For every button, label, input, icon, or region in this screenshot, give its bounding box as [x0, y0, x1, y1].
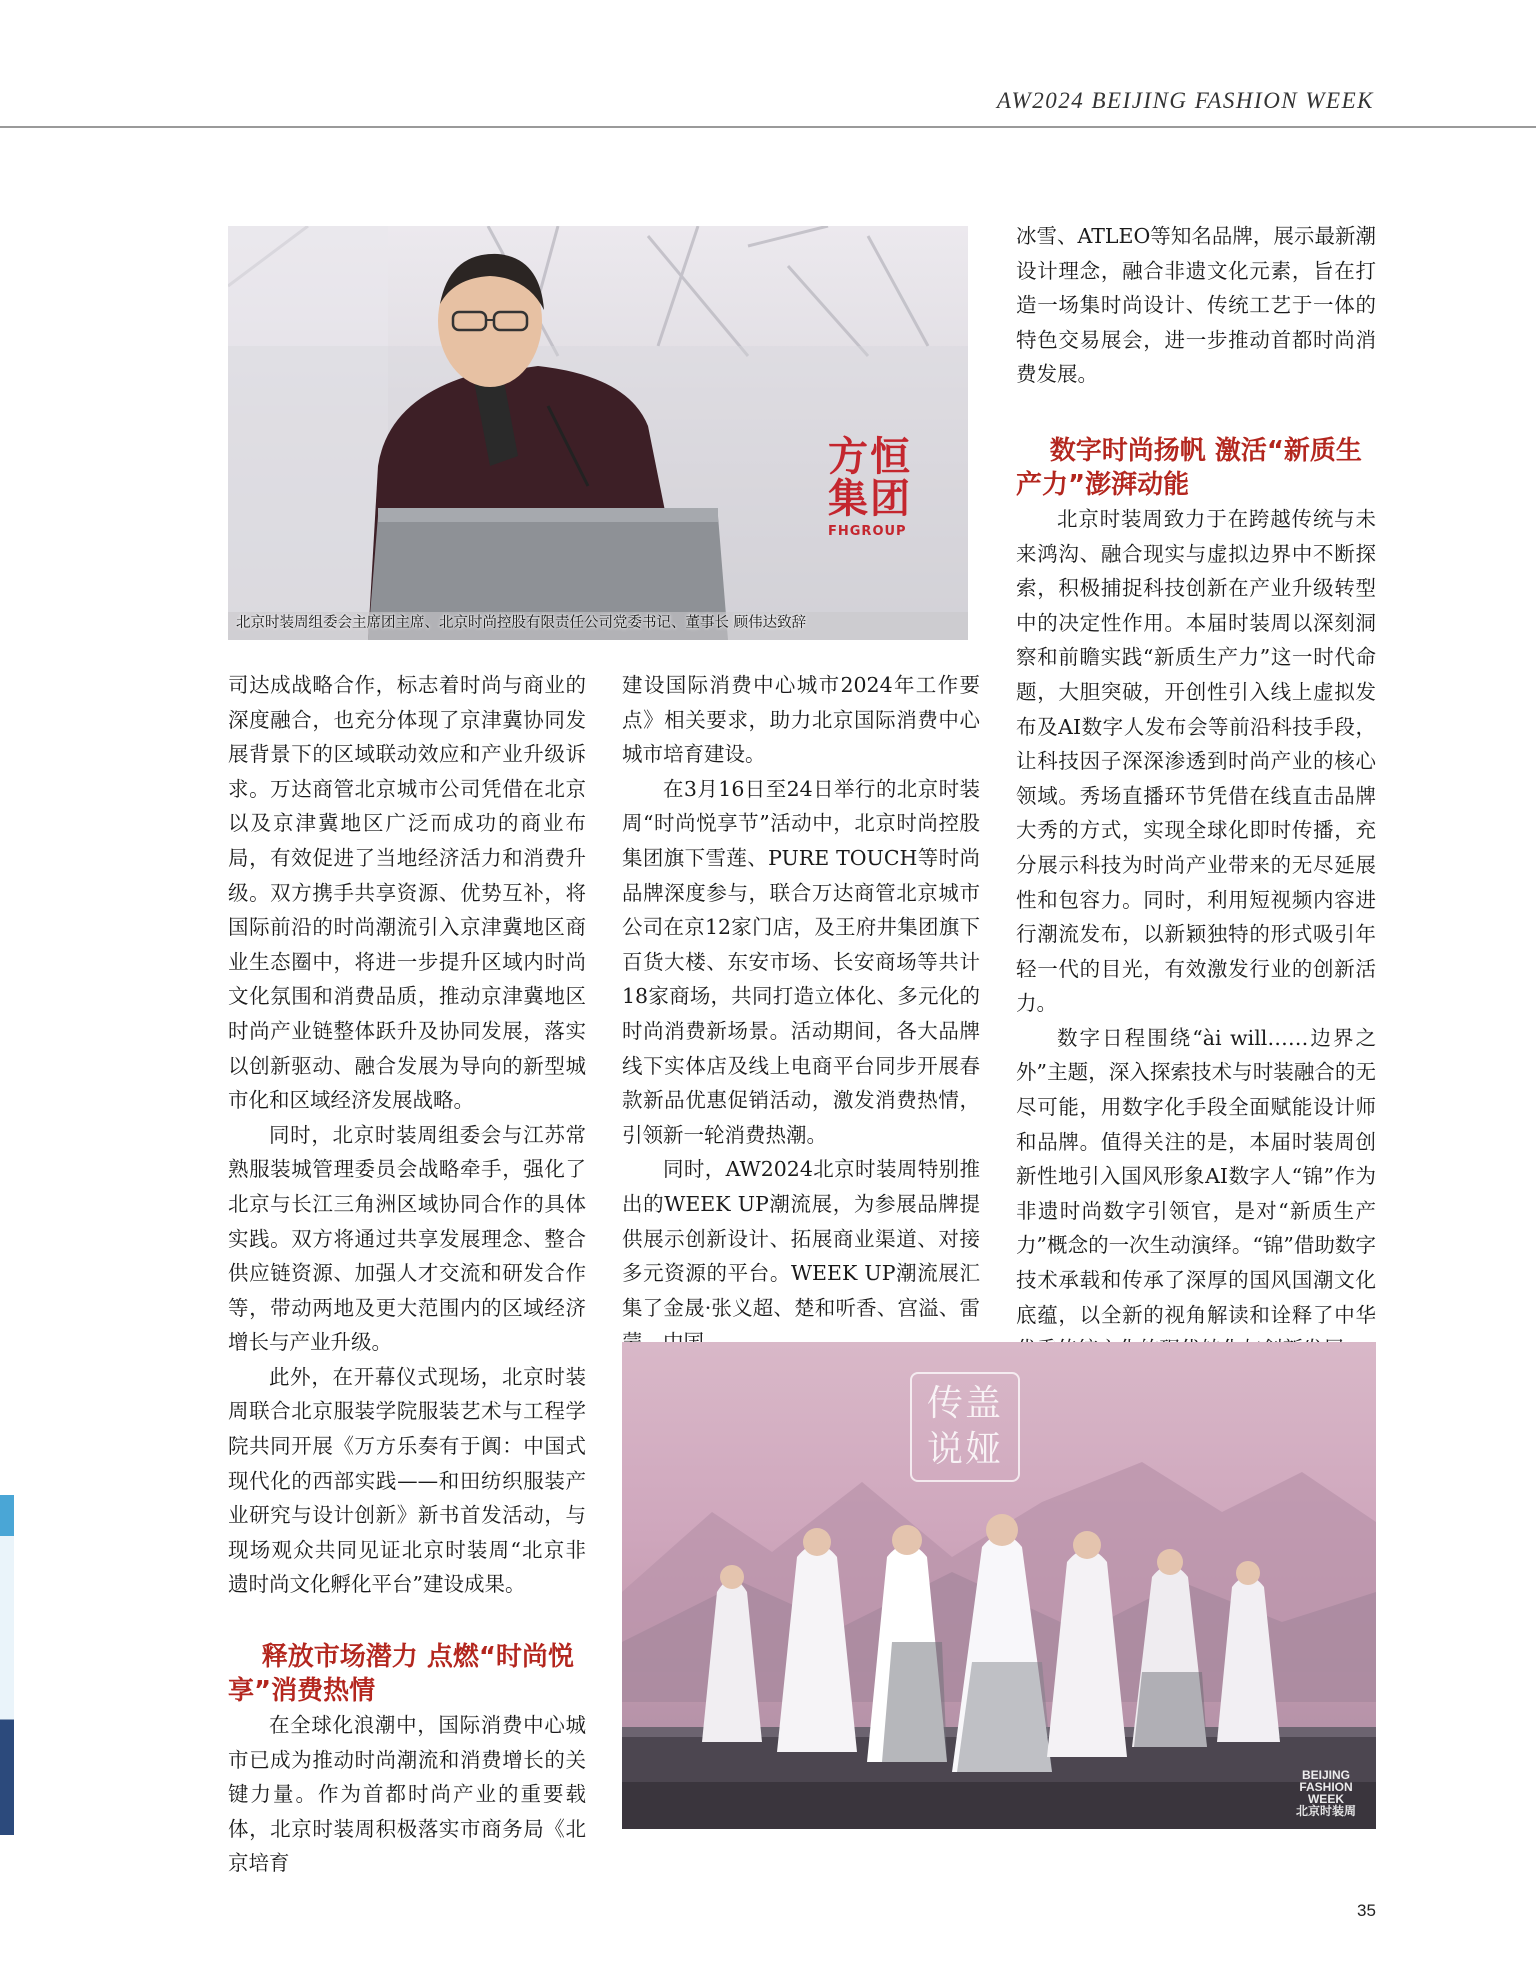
logo-subtext: FHGROUP: [828, 524, 907, 539]
article-column-middle: [622, 668, 980, 1360]
watermark-line: WEEK: [1307, 1792, 1344, 1806]
paragraph: 在全球化浪潮中，国际消费中心城市已成为推动时尚潮流和消费增长的关键力量。作为首都时尚产业的重要载体，北京时装周积极落实市商务局《北京培育: [228, 1713, 586, 1876]
paragraph: 此外，在开幕仪式现场，北京时装周联合北京服装学院服装艺术与工程学院共同开展《万方乐奏有于阗：中国式现代化的西部实践——和田纺织服装产业研究与设计创新》新书首发活动，与现场观众共同见证北京时装周“北京非遗时尚文化孵化平台”建设成果。: [228, 1364, 586, 1597]
photo-caption: 北京时装周组委会主席团主席、北京时尚控股有限责任公司党委书记、董事长 顾伟达致辞: [236, 615, 807, 631]
speaker-photo-illustration: [228, 226, 968, 640]
section-heading-market: 释放市场潜力 点燃“时尚悦享”消费热情: [228, 1642, 574, 1707]
watermark-line: FASHION: [1299, 1780, 1353, 1794]
header-rule: [0, 126, 1536, 128]
paragraph: 同时，北京时装周组委会与江苏常熟服装城管理委员会战略牵手，强化了北京与长江三角洲区域协同合作的具体实践。双方将通过共享发展理念、整合供应链资源、加强人才交流和研发合作等，带动两地及更大范围内的区域经济增长与产业升级。: [228, 1122, 586, 1355]
running-header-title: AW2024 BEIJING FASHION WEEK: [996, 88, 1374, 113]
adjacent-page-edge: [0, 1495, 14, 1835]
speaker-photo: [228, 226, 968, 640]
article-column-left: [228, 668, 586, 1881]
logo-line-2: 集团: [828, 476, 912, 522]
bjfw-watermark: [1296, 1769, 1356, 1817]
paragraph: 建设国际消费中心城市2024年工作要点》相关要求，助力北京国际消费中心城市培育建设。: [622, 673, 980, 767]
runway-photo: [622, 1342, 1376, 1829]
watermark-line: BEIJING: [1301, 1768, 1350, 1782]
fhgroup-logo: [828, 436, 912, 539]
paragraph: 冰雪、ATLEO等知名品牌，展示最新潮设计理念，融合非遗文化元素，旨在打造一场集时尚设计、传统工艺于一体的特色交易展会，进一步推动首都时尚消费发展。: [1016, 224, 1376, 387]
paragraph: 同时，AW2024北京时装周特别推出的WEEK UP潮流展，为参展品牌提供展示创新设计、拓展商业渠道、对接多元资源的平台。WEEK UP潮流展汇集了金晟·张义超、楚和听香、宫溢、雷: [622, 1157, 980, 1320]
paragraph: 司达成战略合作，标志着时尚与商业的深度融合，也充分体现了京津冀协同发展背景下的区域联动效应和产业升级诉求。万达商管北京城市公司凭借在北京以及京津冀地区广泛而成功的商业布局，有效促进了当地经济活力和消费升级。双方携手共享资源、优势互补，将国际前沿的时尚潮流引入京津冀地区商业生态圈中，将进一步提升区域内时尚文化氛围和消费品质，推动京津冀地区时尚产业链整体跃升及协同发展，落实以创新驱动、融合发展为导向的新型城市化和区域经济发展战略。: [228, 673, 586, 1113]
show-watermark-stamp: 传盖说娅: [910, 1372, 1020, 1482]
logo-line-1: 方恒: [828, 434, 912, 480]
article-column-right: [1016, 219, 1376, 1367]
watermark-line: 北京时装周: [1295, 1804, 1356, 1818]
page-number: 35: [1357, 1901, 1376, 1920]
section-heading-digital: 数字时尚扬帆 激活“新质生产力”澎湃动能: [1016, 435, 1362, 500]
paragraph: 在3月16日至24日举行的北京时装周“时尚悦享节”活动中，北京时尚控股集团旗下雪莲、PURE TOUCH等时尚品牌深度参与，联合万达商管北京城市公司在京12家门店，及王府井集团旗下百货大楼、东安市场、长安商场等共计18家商场，共同打造立体化、多元化的时尚消费新场景。活动期间，各大品牌线下实体店及线上电商平台同步开展春款新品优惠促销活动，激发消费热情，引领新一轮消费热潮。: [622, 776, 980, 1147]
paragraph: 北京时装周致力于在跨越传统与未来鸿沟、融合现实与虚拟边界中不断探索，积极捕捉科技创新在产业升级转型中的决定性作用。本届时装周以深刻洞察和前瞻实践“新质生产力”这一时代命题，大胆突破，开创性引入线上虚拟发布及AI数字人发布会等前沿科技手段，让科技因子深深渗透到时尚产业的核心领域。秀场直播环节凭借在线直击品牌大秀的方式，实现全球化即时传播，充分展示科技为时尚产业带来的无尽延展性和包容力。同时，利用短视频内容进行潮流发布，以新颖独特的形式吸引年轻一代的目光，有效激发行业的创新活力。: [1016, 506, 1376, 1016]
paragraph: 数字日程围绕“ài will……边界之外”主题，深入探索技术与时装融合的无尽可能，用数字化手段全面赋能设计师和品牌。值得关注的是，本届时装周创新性地引入国风形象AI数字人“锦”作为非遗时尚数字引领官，是对“新质生产力”概念的一次生动演绎。“锦”借助数字技术承载和传承了深厚的国风国潮文化底蕴，以全新的视角解读和诠释了中华: [1016, 1025, 1376, 1327]
